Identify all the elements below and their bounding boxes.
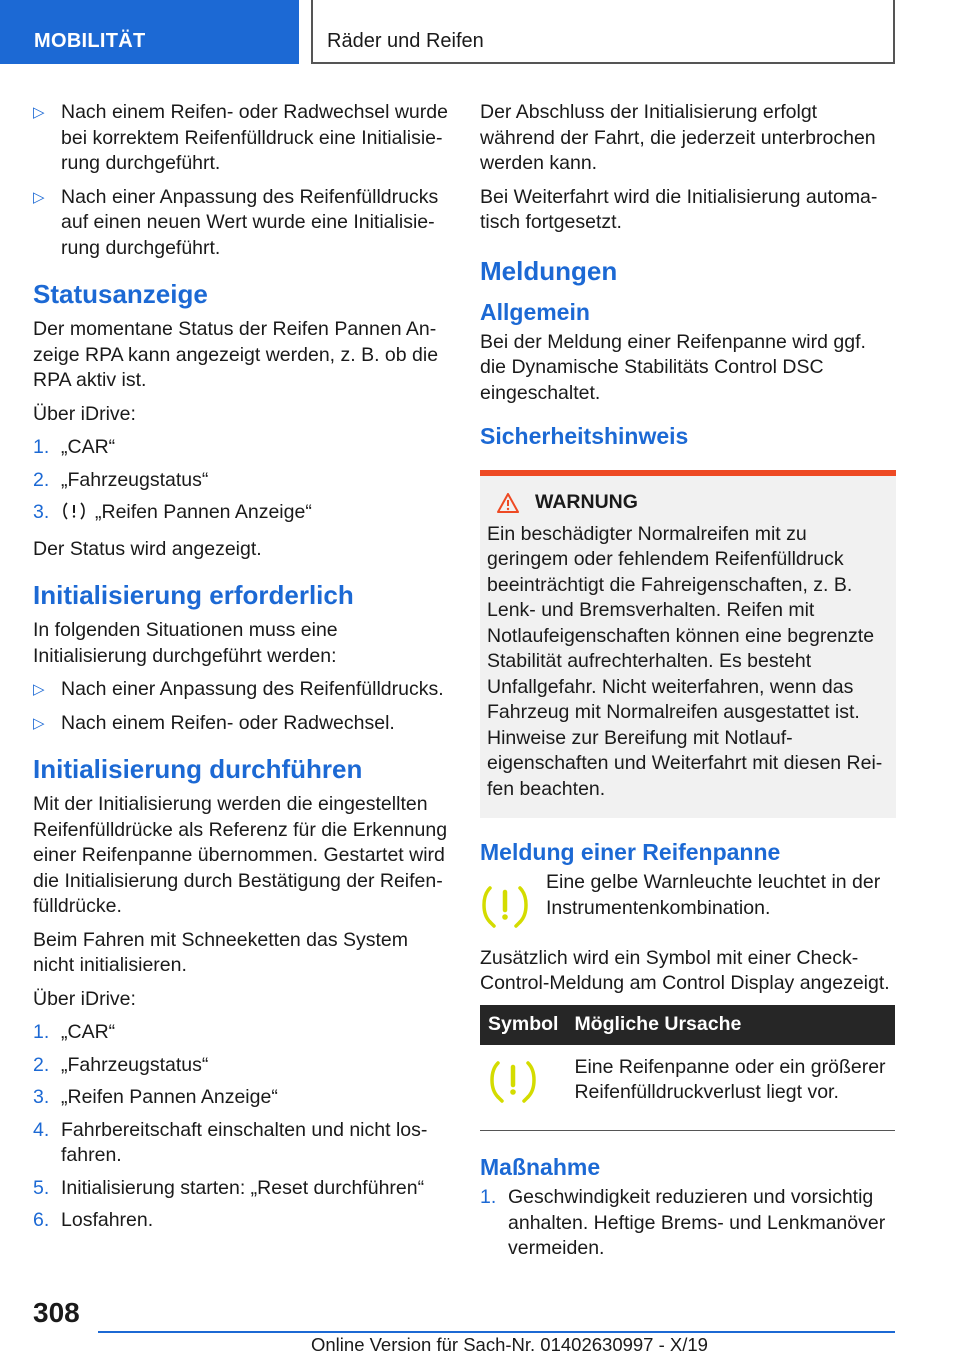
- step-item: 6. Losfahren.: [33, 1209, 154, 1231]
- column-header-cause: Mögliche Ursache: [566, 1005, 895, 1045]
- column-header-symbol: Symbol: [480, 1005, 566, 1045]
- paragraph: Bei der Meldung einer Reifenpanne wird ggf. die Dynamische Stabilitäts Control DSC eingeschaltet.: [480, 330, 866, 404]
- paragraph: Der momentane Status der Reifen Pannen Anzeige RPA kann angezeigt werden, z. B. ob die RPA aktiv ist.: [33, 318, 439, 391]
- paragraph: Über iDrive:: [33, 402, 136, 425]
- symbol-table: [480, 1005, 895, 1132]
- page-header: [0, 0, 960, 66]
- list-item: ▷ Nach einem Reifen- oder Radwechsel.: [33, 711, 449, 737]
- warning-title: WARNUNG: [535, 491, 638, 513]
- paragraph: Beim Fahren mit Schneeketten das System nicht initialisieren.: [33, 928, 409, 976]
- triangle-bullet-icon: ▷: [33, 681, 45, 698]
- triangle-bullet-icon: ▷: [33, 714, 45, 732]
- step-item: 1. Geschwindigkeit reduzieren und vorsichtig anhalten. Heftige Brems- und Lenkmanöver vermeiden.: [480, 1186, 886, 1259]
- triangle-bullet-icon: ▷: [33, 104, 45, 121]
- step-item: 4. Fahrbereitschaft einschalten und nicht losfahren.: [33, 1118, 428, 1166]
- left-column: [33, 100, 449, 1241]
- paragraph: Mit der Initialisierung werden die eingestellten Reifenfülldrücke als Referenz für die Erkennung einer Reifenpanne übernommen. Gestartet wird die Initialisierung durch Bestätigung der Reifenfülldrücke.: [33, 793, 448, 917]
- heading-init-required: Initialisierung erforderlich: [33, 580, 354, 610]
- warning-triangle-icon: [497, 493, 519, 513]
- paragraph: Zusätzlich wird ein Symbol mit einer Check-Control-Meldung am Control Display angezeigt.: [480, 946, 890, 994]
- step-item: 5. Initialisierung starten: „Reset durchführen“: [33, 1176, 425, 1199]
- list-item: ▷ Nach einer Anpassung des Reifenfülldrucks auf einen neuen Wert wurde eine Initialisierung durchgeführt.: [33, 185, 439, 259]
- triangle-bullet-icon: ▷: [33, 188, 45, 206]
- tire-warning-icon: [61, 500, 87, 530]
- step-item: 2. „Fahrzeugstatus“: [33, 468, 209, 491]
- step-item: 1. „CAR“: [33, 1021, 116, 1043]
- step-item: 1. „CAR“: [33, 436, 116, 458]
- step-item: 2. „Fahrzeugstatus“: [33, 1053, 209, 1076]
- list-item: ▷ Nach einer Anpassung des Reifenfülldrucks.: [33, 677, 449, 703]
- symbol-cell: [480, 1045, 566, 1131]
- heading-init-perform: Initialisierung durchführen: [33, 754, 363, 784]
- paragraph: Der Abschluss der Initialisierung erfolgt während der Fahrt, die jederzeit unterbrochen werden kann.: [480, 101, 876, 174]
- list-item: ▷ Nach einem Reifen- oder Radwechsel wurde bei korrektem Reifenfülldruck eine Initialisierung durchgeführt.: [33, 101, 448, 174]
- cause-cell: Eine Reifenpanne oder ein größerer Reifenfülldruckverlust liegt vor.: [566, 1045, 895, 1131]
- heading-meldung-reifenpanne: Meldung einer Reifenpanne: [480, 839, 781, 865]
- table-row: [480, 1045, 895, 1131]
- right-column: [480, 100, 896, 1269]
- warning-box: [480, 470, 896, 818]
- paragraph: Über iDrive:: [33, 987, 136, 1010]
- section-tab[interactable]: MOBILITÄT: [0, 0, 299, 64]
- lamp-description: Eine gelbe Warnleuchte leuchtet in der Instrumentenkombination.: [546, 871, 881, 919]
- yellow-tire-lamp-icon: [488, 1059, 538, 1103]
- heading-sicherheitshinweis: Sicherheitshinweis: [480, 423, 689, 449]
- paragraph: Der Status wird angezeigt.: [33, 537, 262, 560]
- warning-text: Ein beschädigter Normalreifen mit zu geringem oder fehlendem Reifenfülldruck beeinträchtigt die Fahreigenschaften, z. B. Lenk- und Bremsverhalten. Reifen mit Notlaufeigenschaften können eine begrenzte Stabilität aufrechterhalten. Es besteht Unfallgefahr. Nicht weiterfahren, wenn das Fahrzeug mit Normalreifen ausgestattet ist. Hinweise zur Bereifung mit Notlaufeigenschaften und Weiterfahrt mit diesen Reifen beachten.: [487, 522, 883, 800]
- heading-statusanzeige: Statusanzeige: [33, 279, 208, 309]
- paragraph: In folgenden Situationen muss eine Initialisierung durchgeführt werden:: [33, 619, 338, 667]
- heading-meldungen: Meldungen: [480, 255, 618, 286]
- page-number: 308: [33, 1297, 80, 1328]
- chapter-title: Räder und Reifen: [311, 0, 895, 64]
- heading-massnahme: Maßnahme: [480, 1154, 601, 1180]
- heading-allgemein: Allgemein: [480, 298, 590, 325]
- footer-divider: [98, 1331, 895, 1333]
- yellow-tire-lamp-icon: [480, 870, 546, 936]
- step-item: 3. „Reifen Pannen Anzeige“: [33, 500, 449, 530]
- footer-online-version: Online Version für Sach-Nr. 01402630997 - X/19: [311, 1334, 708, 1355]
- paragraph: Bei Weiterfahrt wird die Initialisierung automatisch fortgesetzt.: [480, 185, 878, 233]
- step-item: 3. „Reifen Pannen Anzeige“: [33, 1086, 278, 1108]
